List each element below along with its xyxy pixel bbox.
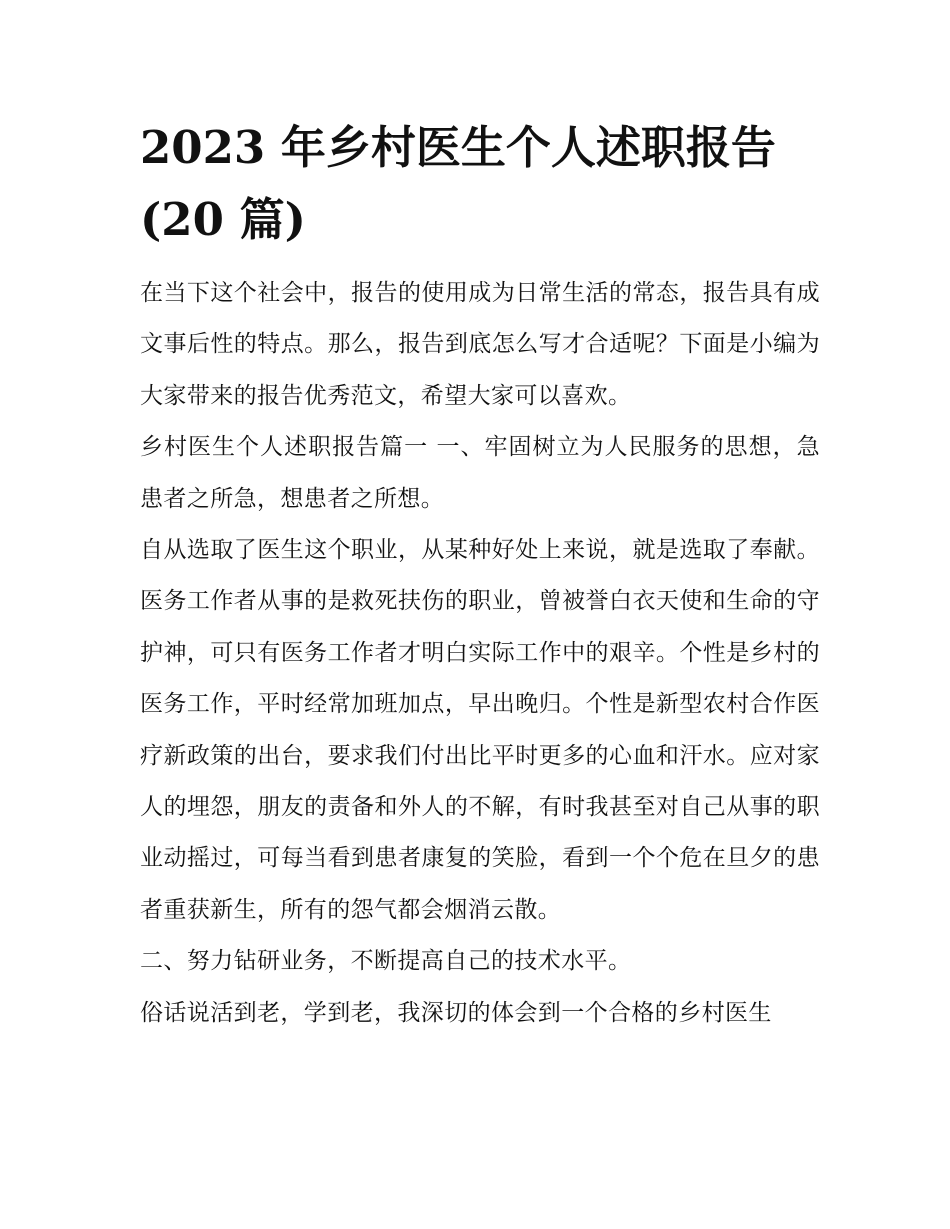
- document-body: [140, 268, 820, 1039]
- paragraph-section-one-body: 自从选取了医生这个职业，从某种好处上来说，就是选取了奉献。医务工作者从事的是救死扶伤的职业，曾被誉白衣天使和生命的守护神，可只有医务工作者才明白实际工作中的艰辛。个性是乡村的医务工作，平时经常加班加点，早出晚归。个性是新型农村合作医疗新政策的出台，要求我们付出比平时更多的心血和汗水。应对家人的埋怨，朋友的责备和外人的不解，有时我甚至对自己从事的职业动摇过，可每当看到患者康复的笑脸，看到一个个危在旦夕的患者重获新生，所有的怨气都会烟消云散。: [140, 537, 820, 923]
- document-content: [140, 112, 820, 1039]
- paragraph-section-two-body: 俗话说活到老，学到老，我深切的体会到一个合格的乡村医生: [140, 999, 772, 1026]
- paragraph-intro: 在当下这个社会中，报告的使用成为日常生活的常态，报告具有成文事后性的特点。那么，报告到底怎么写才合适呢？下面是小编为大家带来的报告优秀范文，希望大家可以喜欢。: [140, 280, 820, 409]
- paragraph-section-one-heading: 乡村医生个人述职报告篇一 一、牢固树立为人民服务的思想，急患者之所急，想患者之所想。: [140, 434, 820, 512]
- paragraph-section-two-heading: 二、努力钻研业务，不断提高自己的技术水平。: [140, 948, 632, 975]
- document-title: 2023 年乡村医生个人述职报告 (20 篇): [140, 121, 776, 246]
